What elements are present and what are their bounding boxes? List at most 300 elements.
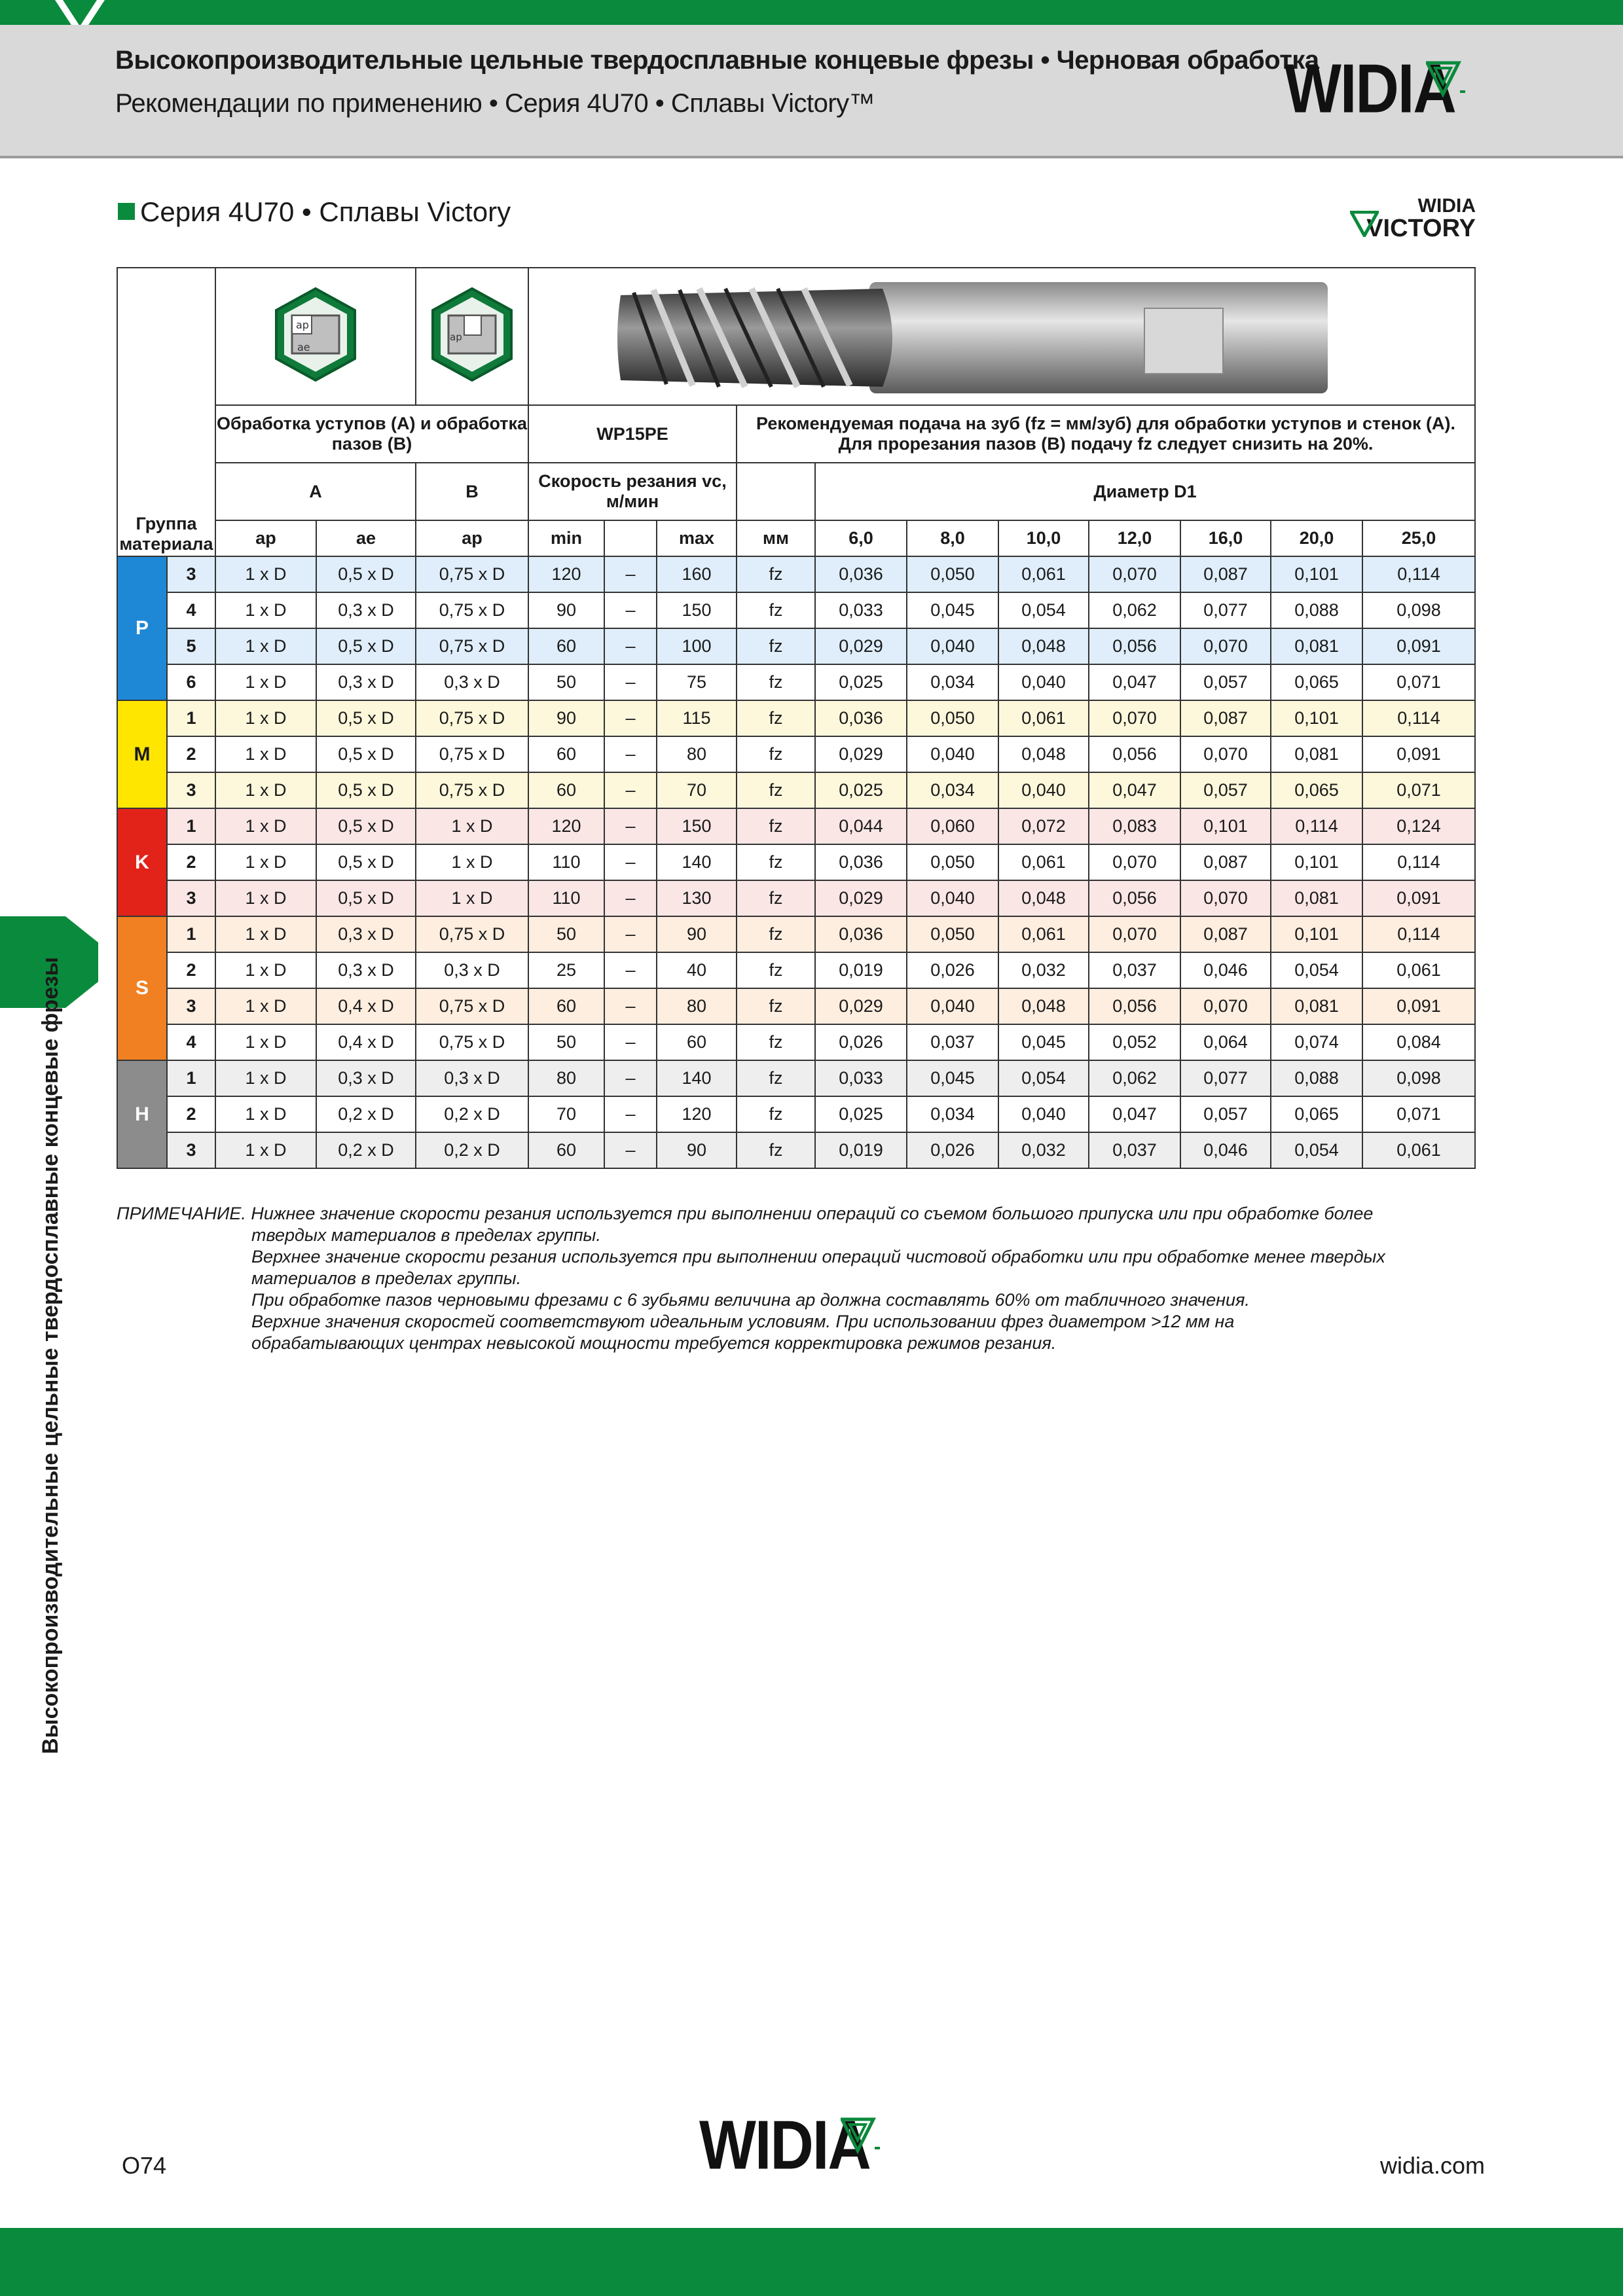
fz-value-cell: 0,070: [1089, 556, 1180, 592]
series-title: Серия 4U70 • Сплавы Victory: [140, 196, 511, 227]
ap-cell: 1 x D: [215, 1060, 316, 1096]
fz-value-cell: 0,091: [1362, 736, 1475, 772]
speed-max-cell: 150: [657, 808, 737, 844]
ae-cell: 0,5 x D: [316, 628, 416, 664]
fz-value-cell: 0,019: [815, 1132, 907, 1168]
material-subgroup-cell: 1: [167, 916, 215, 952]
diameter-col-header: 25,0: [1362, 520, 1475, 556]
table-row: [117, 556, 1475, 592]
fz-value-cell: 0,077: [1180, 592, 1271, 628]
fz-value-cell: 0,029: [815, 736, 907, 772]
ae-cell: 0,5 x D: [316, 880, 416, 916]
ae-cell: 0,2 x D: [316, 1132, 416, 1168]
fz-value-cell: 0,070: [1089, 916, 1180, 952]
table-row: [117, 772, 1475, 808]
fz-value-cell: 0,040: [998, 1096, 1089, 1132]
endmill-image: [594, 269, 1406, 400]
fz-value-cell: 0,083: [1089, 808, 1180, 844]
speed-min-cell: 25: [528, 952, 604, 988]
ap-cell: 1 x D: [215, 700, 316, 736]
speed-min-cell: 90: [528, 592, 604, 628]
ae-cell: 0,3 x D: [316, 664, 416, 700]
fz-value-cell: 0,025: [815, 664, 907, 700]
note-line: Верхние значения скоростей соответствуют идеальным условиям. При использовании фрез диаметром >12 мм на: [251, 1312, 1235, 1331]
fz-value-cell: 0,098: [1362, 1060, 1475, 1096]
fz-value-cell: 0,040: [907, 736, 998, 772]
ae-cell: 0,5 x D: [316, 844, 416, 880]
dash-cell: –: [604, 988, 657, 1024]
material-subgroup-cell: 2: [167, 952, 215, 988]
fz-value-cell: 0,087: [1180, 556, 1271, 592]
material-subgroup-cell: 2: [167, 844, 215, 880]
diameter-col-header: 16,0: [1180, 520, 1271, 556]
fz-value-cell: 0,070: [1180, 988, 1271, 1024]
fz-value-cell: 0,098: [1362, 592, 1475, 628]
fz-value-cell: 0,060: [907, 808, 998, 844]
fz-label-cell: fz: [737, 736, 815, 772]
fz-value-cell: 0,081: [1271, 880, 1362, 916]
table-row: [117, 916, 1475, 952]
bottom-green-bar: [0, 2228, 1623, 2296]
ap-b-cell: 0,75 x D: [416, 700, 528, 736]
fz-label-cell: fz: [737, 844, 815, 880]
fz-value-cell: 0,056: [1089, 988, 1180, 1024]
ap-b-cell: 0,75 x D: [416, 628, 528, 664]
table-row: [117, 592, 1475, 628]
table-row: [117, 952, 1475, 988]
fz-value-cell: 0,114: [1271, 808, 1362, 844]
fz-value-cell: 0,040: [907, 628, 998, 664]
note-line: При обработке пазов черновыми фрезами с 6 зубьями величина ap должна составлять 60% от табличного значения.: [251, 1290, 1250, 1310]
table-row: [117, 844, 1475, 880]
dash-cell: –: [604, 1024, 657, 1060]
diameter-header: Диаметр D1: [815, 463, 1475, 520]
fz-value-cell: 0,057: [1180, 1096, 1271, 1132]
material-subgroup-cell: 5: [167, 628, 215, 664]
table-row: [117, 736, 1475, 772]
fz-value-cell: 0,065: [1271, 664, 1362, 700]
ae-cell: 0,3 x D: [316, 952, 416, 988]
ap-b-cell: 0,3 x D: [416, 1060, 528, 1096]
fz-value-cell: 0,050: [907, 844, 998, 880]
fz-value-cell: 0,056: [1089, 628, 1180, 664]
ap-cell: 1 x D: [215, 1096, 316, 1132]
fz-value-cell: 0,061: [998, 700, 1089, 736]
speed-min-cell: 60: [528, 736, 604, 772]
fz-value-cell: 0,081: [1271, 988, 1362, 1024]
fz-value-cell: 0,029: [815, 880, 907, 916]
table-row: [117, 664, 1475, 700]
dash-cell: –: [604, 1060, 657, 1096]
speed-min-cell: 90: [528, 700, 604, 736]
dash-cell: –: [604, 1096, 657, 1132]
victory-badge-top: WIDIA: [1417, 195, 1476, 217]
fz-label-cell: fz: [737, 808, 815, 844]
fz-value-cell: 0,048: [998, 880, 1089, 916]
diameter-col-header: 10,0: [998, 520, 1089, 556]
fz-value-cell: 0,033: [815, 1060, 907, 1096]
sub-ae-header: ae: [316, 520, 416, 556]
table-row: [117, 808, 1475, 844]
dash-cell: –: [604, 952, 657, 988]
ae-cell: 0,5 x D: [316, 772, 416, 808]
fz-value-cell: 0,071: [1362, 772, 1475, 808]
material-subgroup-cell: 3: [167, 772, 215, 808]
fz-value-cell: 0,034: [907, 664, 998, 700]
note-line: Верхнее значение скорости резания используется при выполнении операций чистовой обработки или при обработке менее твердых: [251, 1247, 1385, 1266]
ap-b-cell: 0,3 x D: [416, 952, 528, 988]
fz-value-cell: 0,054: [1271, 952, 1362, 988]
fz-label-cell: fz: [737, 988, 815, 1024]
fz-value-cell: 0,026: [815, 1024, 907, 1060]
speed-min-cell: 50: [528, 916, 604, 952]
fz-label-cell: fz: [737, 628, 815, 664]
diameter-col-header: 8,0: [907, 520, 998, 556]
col-B-header: B: [416, 463, 528, 520]
ap-b-cell: 0,2 x D: [416, 1096, 528, 1132]
ap-cell: 1 x D: [215, 808, 316, 844]
speed-max-cell: 40: [657, 952, 737, 988]
fz-value-cell: 0,065: [1271, 1096, 1362, 1132]
fz-value-cell: 0,062: [1089, 592, 1180, 628]
fz-value-cell: 0,056: [1089, 736, 1180, 772]
fz-value-cell: 0,048: [998, 988, 1089, 1024]
ap-b-cell: 1 x D: [416, 844, 528, 880]
fz-value-cell: 0,034: [907, 772, 998, 808]
material-subgroup-cell: 2: [167, 736, 215, 772]
dash-cell: –: [604, 592, 657, 628]
fz-value-cell: 0,047: [1089, 772, 1180, 808]
fz-value-cell: 0,101: [1271, 556, 1362, 592]
fz-value-cell: 0,025: [815, 772, 907, 808]
fz-value-cell: 0,074: [1271, 1024, 1362, 1060]
fz-label-cell: fz: [737, 880, 815, 916]
fz-value-cell: 0,062: [1089, 1060, 1180, 1096]
diameter-col-header: 20,0: [1271, 520, 1362, 556]
fz-value-cell: 0,054: [998, 1060, 1089, 1096]
diameter-col-header: 6,0: [815, 520, 907, 556]
note-block: [117, 1203, 1426, 1354]
svg-text:ap: ap: [296, 318, 309, 331]
fz-value-cell: 0,071: [1362, 1096, 1475, 1132]
footer-logo-triangles-icon: [841, 2117, 883, 2157]
ap-cell: 1 x D: [215, 1024, 316, 1060]
fz-value-cell: 0,070: [1180, 736, 1271, 772]
top-notch-inner: [63, 0, 97, 26]
ae-cell: 0,5 x D: [316, 736, 416, 772]
fz-label-cell: fz: [737, 1060, 815, 1096]
slot-milling-icon: [426, 285, 518, 384]
sub-dash-header: [604, 520, 657, 556]
speed-max-cell: 160: [657, 556, 737, 592]
ae-cell: 0,3 x D: [316, 1060, 416, 1096]
fz-value-cell: 0,057: [1180, 664, 1271, 700]
speed-min-cell: 70: [528, 1096, 604, 1132]
website-link[interactable]: widia.com: [1380, 2152, 1486, 2179]
victory-badge-bottom: VICTORY: [1366, 215, 1476, 242]
fz-value-cell: 0,037: [1089, 952, 1180, 988]
speed-min-cell: 60: [528, 628, 604, 664]
fz-value-cell: 0,087: [1180, 844, 1271, 880]
fz-value-cell: 0,048: [998, 628, 1089, 664]
ap-cell: 1 x D: [215, 916, 316, 952]
speed-min-cell: 60: [528, 1132, 604, 1168]
table-row: [117, 1024, 1475, 1060]
fz-value-cell: 0,064: [1180, 1024, 1271, 1060]
fz-value-cell: 0,057: [1180, 772, 1271, 808]
speed-max-cell: 100: [657, 628, 737, 664]
ap-cell: 1 x D: [215, 880, 316, 916]
side-vertical-text: Высокопроизводительные цельные твердосплавные концевые фрезы: [38, 957, 63, 1754]
fz-value-cell: 0,045: [907, 1060, 998, 1096]
fz-value-cell: 0,081: [1271, 736, 1362, 772]
widia-logo: WIDIA: [1285, 50, 1455, 128]
fz-value-cell: 0,114: [1362, 556, 1475, 592]
dash-cell: –: [604, 916, 657, 952]
dash-cell: –: [604, 844, 657, 880]
ae-cell: 0,4 x D: [316, 1024, 416, 1060]
ap-cell: 1 x D: [215, 628, 316, 664]
material-group-header: Группа материала: [117, 268, 215, 556]
material-subgroup-cell: 1: [167, 1060, 215, 1096]
material-subgroup-cell: 4: [167, 592, 215, 628]
material-subgroup-cell: 4: [167, 1024, 215, 1060]
ap-b-cell: 1 x D: [416, 880, 528, 916]
fz-value-cell: 0,047: [1089, 664, 1180, 700]
fz-value-cell: 0,052: [1089, 1024, 1180, 1060]
material-group-cell: H: [117, 1060, 167, 1168]
table-row: [117, 988, 1475, 1024]
fz-value-cell: 0,048: [998, 736, 1089, 772]
table-row: [117, 1096, 1475, 1132]
victory-v-icon: [1350, 211, 1379, 237]
fz-value-cell: 0,061: [1362, 1132, 1475, 1168]
fz-value-cell: 0,081: [1271, 628, 1362, 664]
ap-cell: 1 x D: [215, 1132, 316, 1168]
ap-b-cell: 0,75 x D: [416, 988, 528, 1024]
dash-cell: –: [604, 628, 657, 664]
speed-min-cell: 120: [528, 556, 604, 592]
sub-min-header: min: [528, 520, 604, 556]
dash-cell: –: [604, 664, 657, 700]
table-row: [117, 1060, 1475, 1096]
fz-value-cell: 0,114: [1362, 844, 1475, 880]
fz-value-cell: 0,047: [1089, 1096, 1180, 1132]
speed-max-cell: 90: [657, 916, 737, 952]
ap-b-cell: 0,75 x D: [416, 556, 528, 592]
note-line: твердых материалов в пределах группы.: [251, 1225, 601, 1245]
note-line: ПРИМЕЧАНИЕ. Нижнее значение скорости резания используется при выполнении операций со съемом большого припуска или при обработке более: [117, 1204, 1374, 1223]
fz-value-cell: 0,032: [998, 1132, 1089, 1168]
fz-value-cell: 0,070: [1089, 700, 1180, 736]
ap-b-cell: 0,75 x D: [416, 1024, 528, 1060]
speed-max-cell: 60: [657, 1024, 737, 1060]
fz-value-cell: 0,101: [1271, 916, 1362, 952]
footer-widia-logo: WIDIA: [699, 2107, 870, 2184]
sub-ap-b-header: ap: [416, 520, 528, 556]
col-A-header: A: [215, 463, 416, 520]
ap-cell: 1 x D: [215, 772, 316, 808]
fz-value-cell: 0,026: [907, 1132, 998, 1168]
fz-value-cell: 0,040: [907, 880, 998, 916]
fz-value-cell: 0,087: [1180, 916, 1271, 952]
svg-text:ap: ap: [450, 331, 462, 343]
fz-value-cell: 0,070: [1089, 844, 1180, 880]
table-row: [117, 628, 1475, 664]
material-subgroup-cell: 3: [167, 556, 215, 592]
top-green-bar: [0, 0, 1623, 25]
header-subtitle: Рекомендации по применению • Серия 4U70 • Сплавы Victory™: [115, 89, 875, 118]
ae-cell: 0,3 x D: [316, 592, 416, 628]
fz-value-cell: 0,040: [907, 988, 998, 1024]
series-square-icon: [118, 203, 135, 220]
fz-value-cell: 0,091: [1362, 628, 1475, 664]
material-group-cell: M: [117, 700, 167, 808]
fz-value-cell: 0,046: [1180, 952, 1271, 988]
svg-text:ae: ae: [297, 340, 310, 353]
material-subgroup-cell: 3: [167, 988, 215, 1024]
speed-min-cell: 110: [528, 880, 604, 916]
fz-label-cell: fz: [737, 1096, 815, 1132]
speed-max-cell: 140: [657, 844, 737, 880]
fz-value-cell: 0,019: [815, 952, 907, 988]
speed-max-cell: 120: [657, 1096, 737, 1132]
ap-b-cell: 0,3 x D: [416, 664, 528, 700]
speed-max-cell: 70: [657, 772, 737, 808]
speed-min-cell: 50: [528, 1024, 604, 1060]
fz-value-cell: 0,045: [907, 592, 998, 628]
fz-value-cell: 0,036: [815, 556, 907, 592]
fz-value-cell: 0,029: [815, 628, 907, 664]
dash-cell: –: [604, 1132, 657, 1168]
fz-value-cell: 0,087: [1180, 700, 1271, 736]
speed-min-cell: 60: [528, 988, 604, 1024]
fz-value-cell: 0,091: [1362, 880, 1475, 916]
speed-min-cell: 50: [528, 664, 604, 700]
fz-value-cell: 0,084: [1362, 1024, 1475, 1060]
fz-value-cell: 0,034: [907, 1096, 998, 1132]
fz-value-cell: 0,050: [907, 916, 998, 952]
fz-value-cell: 0,037: [1089, 1132, 1180, 1168]
fz-value-cell: 0,101: [1271, 700, 1362, 736]
table-row: [117, 880, 1475, 916]
speed-max-cell: 115: [657, 700, 737, 736]
fz-value-cell: 0,088: [1271, 1060, 1362, 1096]
material-group-cell: S: [117, 916, 167, 1060]
header-title: Высокопроизводительные цельные твердосплавные концевые фрезы • Черновая обработка: [115, 46, 1319, 75]
grade-header: WP15PE: [528, 405, 737, 463]
fz-value-cell: 0,025: [815, 1096, 907, 1132]
fz-value-cell: 0,091: [1362, 988, 1475, 1024]
speed-min-cell: 60: [528, 772, 604, 808]
blank-header: [737, 463, 815, 520]
material-subgroup-cell: 1: [167, 808, 215, 844]
fz-value-cell: 0,026: [907, 952, 998, 988]
fz-value-cell: 0,054: [998, 592, 1089, 628]
fz-label-cell: fz: [737, 1024, 815, 1060]
ap-cell: 1 x D: [215, 664, 316, 700]
material-subgroup-cell: 1: [167, 700, 215, 736]
ap-b-cell: 1 x D: [416, 808, 528, 844]
endmill-image-cell: [528, 268, 1475, 405]
fz-value-cell: 0,050: [907, 700, 998, 736]
fz-value-cell: 0,101: [1180, 808, 1271, 844]
ae-cell: 0,5 x D: [316, 808, 416, 844]
fz-label-cell: fz: [737, 664, 815, 700]
fz-label-cell: fz: [737, 1132, 815, 1168]
fz-value-cell: 0,088: [1271, 592, 1362, 628]
ap-cell: 1 x D: [215, 592, 316, 628]
material-subgroup-cell: 3: [167, 880, 215, 916]
fz-value-cell: 0,072: [998, 808, 1089, 844]
speed-max-cell: 130: [657, 880, 737, 916]
speed-min-cell: 110: [528, 844, 604, 880]
fz-value-cell: 0,033: [815, 592, 907, 628]
speed-max-cell: 140: [657, 1060, 737, 1096]
ap-cell: 1 x D: [215, 556, 316, 592]
fz-value-cell: 0,061: [998, 916, 1089, 952]
dash-cell: –: [604, 808, 657, 844]
fz-label-cell: fz: [737, 952, 815, 988]
note-line: обрабатывающих центрах невысокой мощности требуется корректировка режимов резания.: [251, 1333, 1057, 1353]
fz-value-cell: 0,061: [1362, 952, 1475, 988]
dash-cell: –: [604, 556, 657, 592]
ap-cell: 1 x D: [215, 988, 316, 1024]
speed-max-cell: 150: [657, 592, 737, 628]
fz-value-cell: 0,070: [1180, 628, 1271, 664]
fz-label-cell: fz: [737, 772, 815, 808]
fz-value-cell: 0,124: [1362, 808, 1475, 844]
fz-value-cell: 0,071: [1362, 664, 1475, 700]
ap-b-cell: 0,75 x D: [416, 772, 528, 808]
fz-value-cell: 0,036: [815, 844, 907, 880]
material-subgroup-cell: 3: [167, 1132, 215, 1168]
fz-value-cell: 0,037: [907, 1024, 998, 1060]
fz-value-cell: 0,050: [907, 556, 998, 592]
dash-cell: –: [604, 772, 657, 808]
fz-value-cell: 0,114: [1362, 700, 1475, 736]
cutting-data-table: [117, 267, 1476, 1169]
ae-cell: 0,5 x D: [316, 556, 416, 592]
fz-value-cell: 0,114: [1362, 916, 1475, 952]
fz-value-cell: 0,056: [1089, 880, 1180, 916]
fz-label-cell: fz: [737, 916, 815, 952]
feed-header: Рекомендуемая подача на зуб (fz = мм/зуб) для обработки уступов и стенок (A). Для прорезания пазов (B) подачу fz следует снизить на 20%.: [737, 405, 1475, 463]
speed-max-cell: 90: [657, 1132, 737, 1168]
table-row: [117, 1132, 1475, 1168]
ap-cell: 1 x D: [215, 844, 316, 880]
material-subgroup-cell: 6: [167, 664, 215, 700]
material-subgroup-cell: 2: [167, 1096, 215, 1132]
fz-value-cell: 0,036: [815, 916, 907, 952]
ap-b-cell: 0,75 x D: [416, 916, 528, 952]
fz-value-cell: 0,065: [1271, 772, 1362, 808]
sub-mm-header: мм: [737, 520, 815, 556]
fz-value-cell: 0,070: [1180, 880, 1271, 916]
fz-value-cell: 0,054: [1271, 1132, 1362, 1168]
slot-icon-cell: [416, 268, 528, 405]
ae-cell: 0,4 x D: [316, 988, 416, 1024]
dash-cell: –: [604, 880, 657, 916]
fz-value-cell: 0,077: [1180, 1060, 1271, 1096]
fz-value-cell: 0,061: [998, 556, 1089, 592]
fz-value-cell: 0,040: [998, 772, 1089, 808]
fz-value-cell: 0,040: [998, 664, 1089, 700]
sub-max-header: max: [657, 520, 737, 556]
ap-cell: 1 x D: [215, 952, 316, 988]
fz-value-cell: 0,036: [815, 700, 907, 736]
fz-value-cell: 0,046: [1180, 1132, 1271, 1168]
